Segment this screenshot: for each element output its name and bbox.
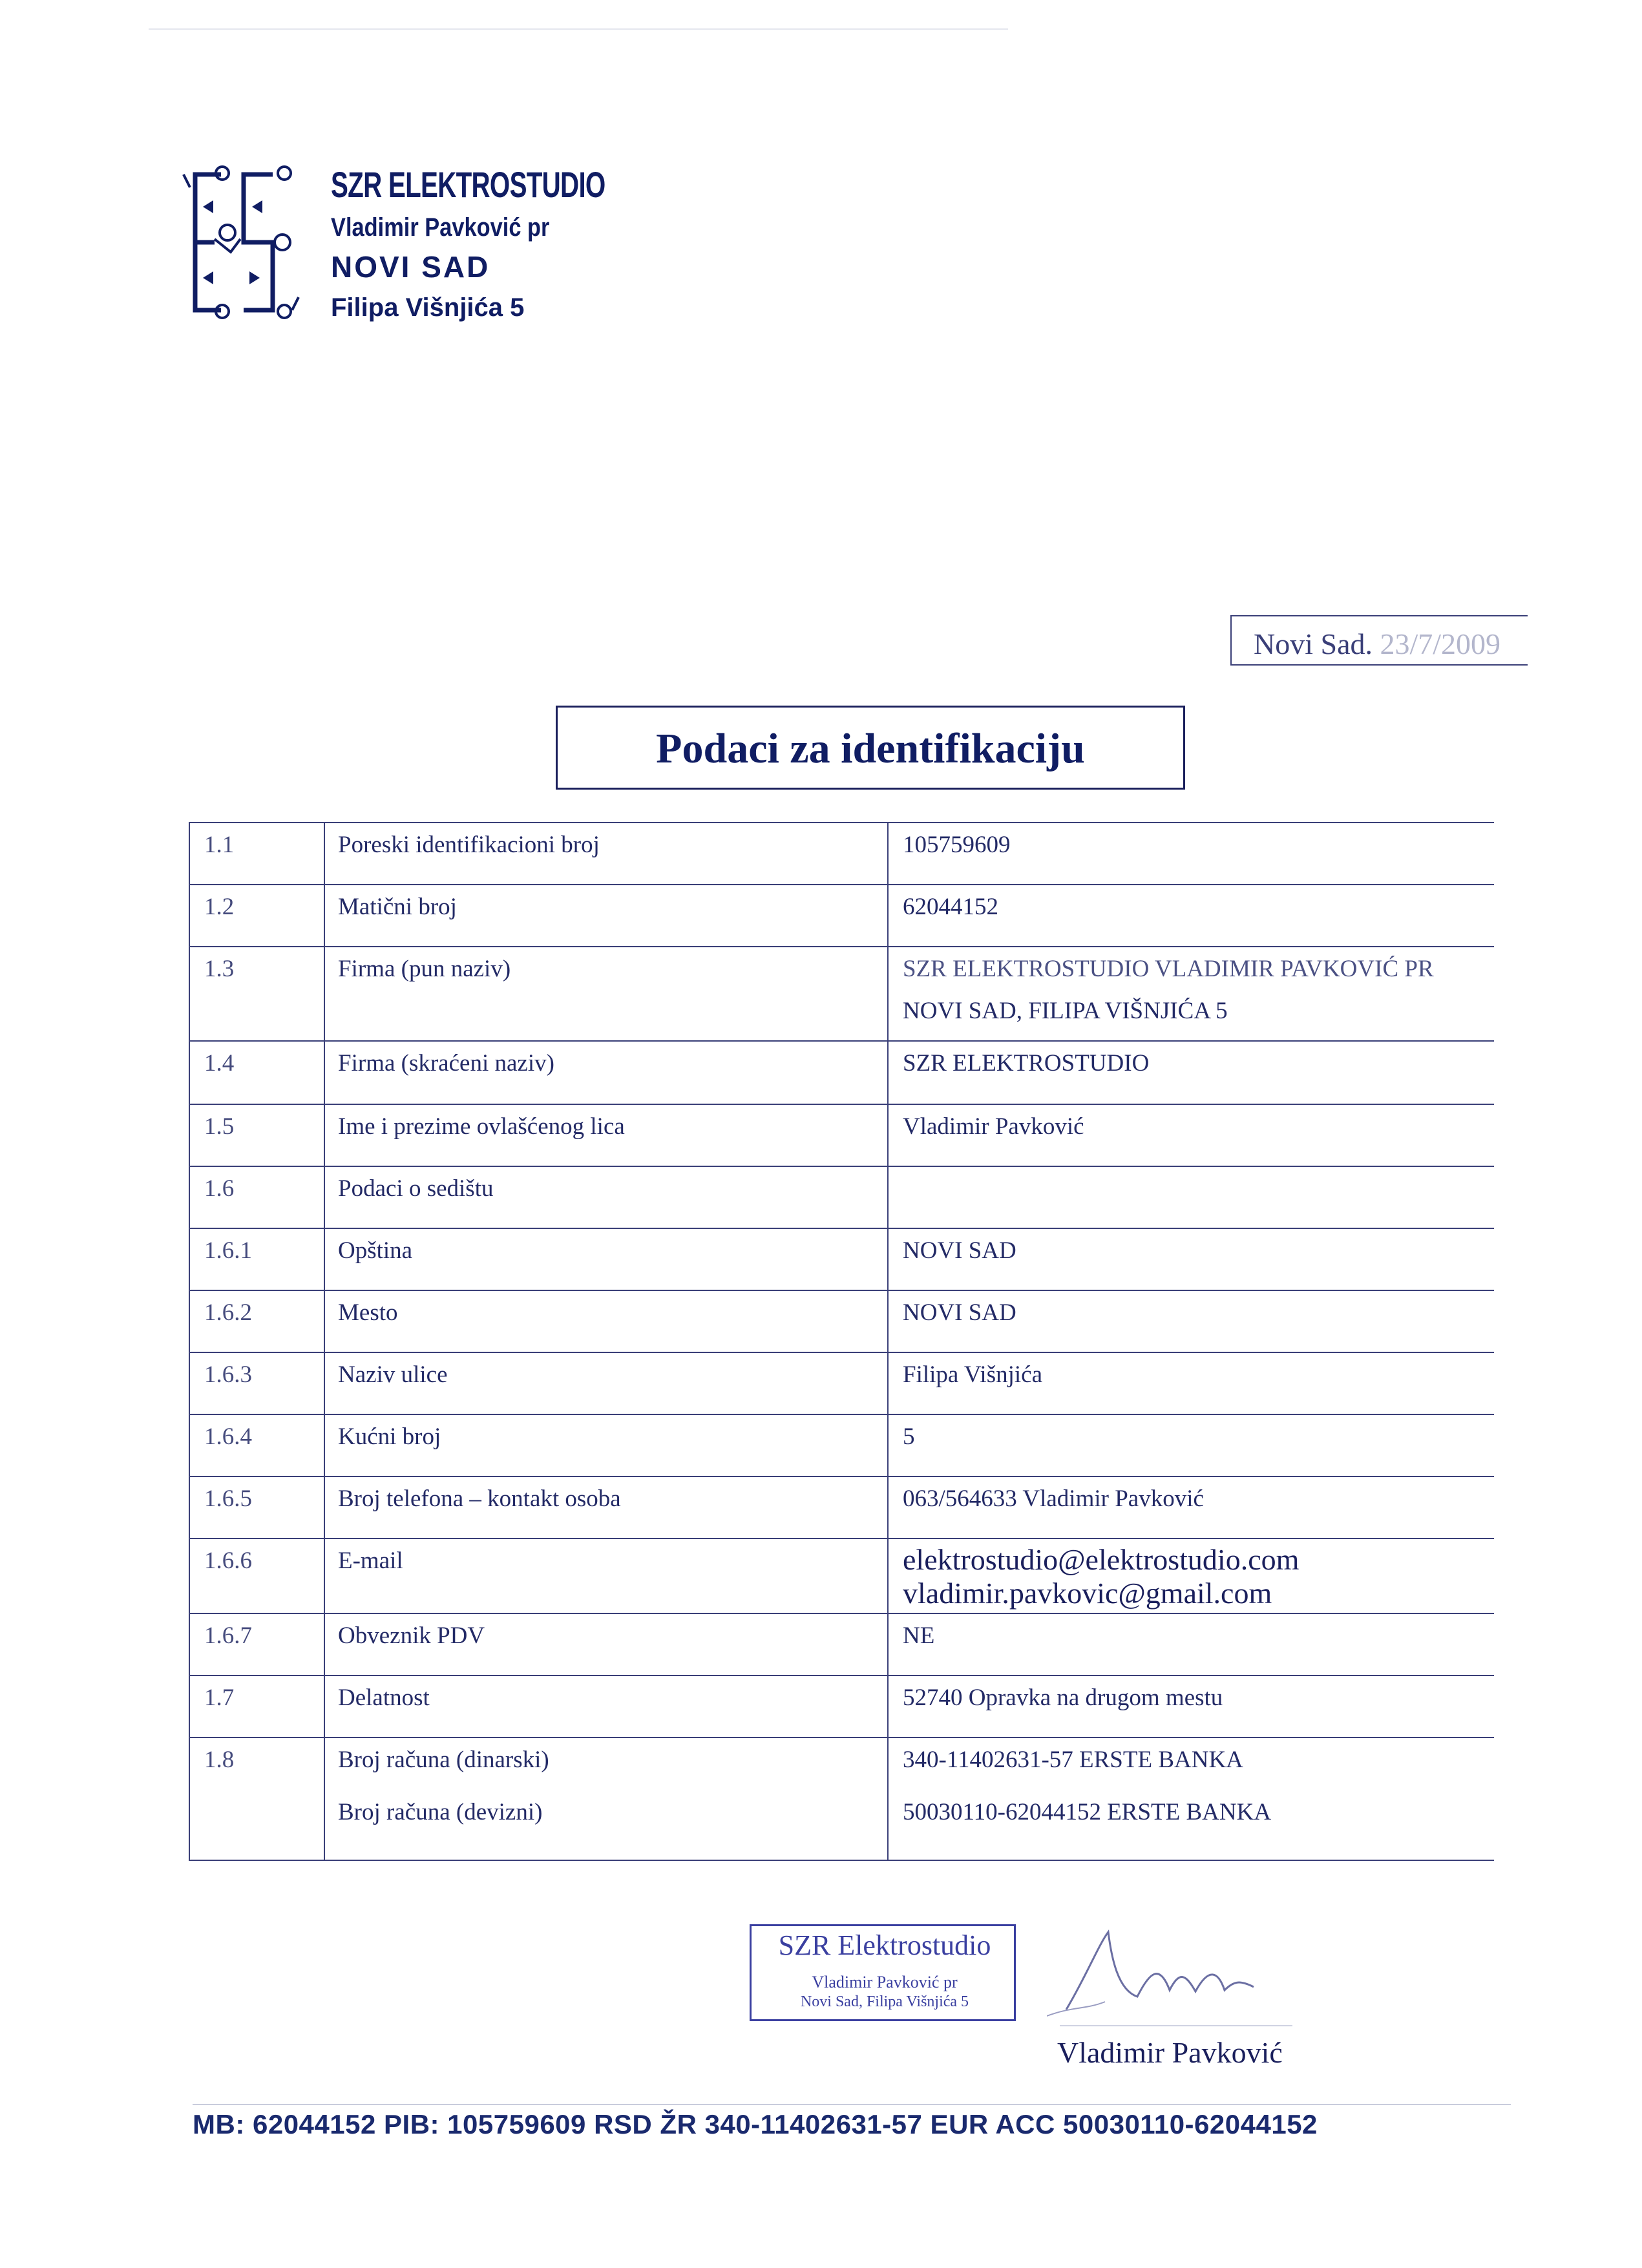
- row-label: Matični broj: [324, 885, 888, 947]
- es-logo-icon: [176, 162, 305, 323]
- date-value: 23/7/2009: [1380, 627, 1501, 660]
- row-label: Ime i prezime ovlašćenog lica: [324, 1104, 888, 1166]
- row-label: Delatnost: [324, 1675, 888, 1738]
- table-row: [189, 1104, 1494, 1166]
- row-value-line2: NOVI SAD, FILIPA VIŠNJIĆA 5: [903, 998, 1228, 1024]
- letterhead-address: Filipa Višnjića 5: [331, 293, 525, 322]
- row-label: Kućni broj: [324, 1414, 888, 1476]
- table-row: [189, 823, 1494, 885]
- row-number: 1.6.1: [189, 1228, 324, 1290]
- table-row: [189, 1476, 1494, 1538]
- table-row: [189, 1352, 1494, 1414]
- row-value: NOVI SAD: [888, 1228, 1494, 1290]
- letterhead-city: NOVI SAD: [331, 250, 490, 284]
- row-number: 1.6.7: [189, 1613, 324, 1675]
- table-row: [189, 1613, 1494, 1675]
- date-box: [1230, 615, 1528, 666]
- table-row: [189, 1675, 1494, 1738]
- row-label-line2: Broj računa (devizni): [338, 1799, 543, 1825]
- row-number: 1.5: [189, 1104, 324, 1166]
- row-label: Firma (pun naziv): [324, 947, 888, 1041]
- row-label: Broj telefona – kontakt osoba: [324, 1476, 888, 1538]
- email-secondary: vladimir.pavkovic@gmail.com: [903, 1577, 1272, 1610]
- table-row: [189, 1166, 1494, 1228]
- row-value: [888, 1166, 1494, 1228]
- row-label: [324, 1738, 888, 1860]
- table-row: [189, 1414, 1494, 1476]
- stamp-address: Novi Sad, Filipa Višnjića 5: [800, 1993, 969, 2010]
- row-value-line2: 50030110-62044152 ERSTE BANKA: [903, 1799, 1272, 1825]
- company-letterhead: [331, 164, 712, 322]
- row-value: 063/564633 Vladimir Pavković: [888, 1476, 1494, 1538]
- row-label: Podaci o sedištu: [324, 1166, 888, 1228]
- table-row: [189, 1538, 1494, 1613]
- row-value: SZR ELEKTROSTUDIO: [888, 1041, 1494, 1104]
- row-label: Firma (skraćeni naziv): [324, 1041, 888, 1104]
- table-row: [189, 1738, 1494, 1860]
- letterhead-owner: Vladimir Pavković pr: [331, 213, 550, 242]
- row-number: 1.3: [189, 947, 324, 1041]
- footer-bank-details: MB: 62044152 PIB: 105759609 RSD ŽR 340-11402631-57 EUR ACC 50030110-62044152: [193, 2109, 1318, 2139]
- company-stamp: [750, 1924, 1016, 2021]
- row-label: Obveznik PDV: [324, 1613, 888, 1675]
- row-value: NOVI SAD: [888, 1290, 1494, 1352]
- table-row: [189, 885, 1494, 947]
- row-value: [888, 947, 1494, 1041]
- row-number: 1.6: [189, 1166, 324, 1228]
- date-prefix: Novi Sad.: [1254, 627, 1380, 660]
- row-value: 5: [888, 1414, 1494, 1476]
- row-number: 1.4: [189, 1041, 324, 1104]
- row-value: 52740 Opravka na drugom mestu: [888, 1675, 1494, 1738]
- row-value: 62044152: [888, 885, 1494, 947]
- stamp-owner: Vladimir Pavković pr: [812, 1973, 958, 1991]
- page-title: Podaci za identifikaciju: [556, 706, 1185, 790]
- row-label: Poreski identifikacioni broj: [324, 823, 888, 885]
- row-value: Filipa Višnjića: [888, 1352, 1494, 1414]
- email-primary: elektrostudio@elektrostudio.com: [903, 1543, 1300, 1576]
- stamp-title: SZR Elektrostudio: [778, 1929, 991, 1961]
- row-value: 105759609: [888, 823, 1494, 885]
- row-number: 1.6.6: [189, 1538, 324, 1613]
- handwritten-signature: [1047, 1919, 1292, 2022]
- row-number: 1.6.4: [189, 1414, 324, 1476]
- table-row: [189, 1228, 1494, 1290]
- signature-line: [1060, 2025, 1292, 2026]
- row-label-line1: Broj računa (dinarski): [338, 1747, 549, 1773]
- row-value: NE: [888, 1613, 1494, 1675]
- row-value: Vladimir Pavković: [888, 1104, 1494, 1166]
- row-number: 1.1: [189, 823, 324, 885]
- row-label: Mesto: [324, 1290, 888, 1352]
- row-label: E-mail: [324, 1538, 888, 1613]
- row-value-line1: SZR ELEKTROSTUDIO VLADIMIR PAVKOVIĆ PR: [903, 956, 1434, 982]
- row-number: 1.6.5: [189, 1476, 324, 1538]
- identification-table: [189, 822, 1494, 1861]
- row-label: Opština: [324, 1228, 888, 1290]
- table-row: [189, 1041, 1494, 1104]
- row-number: 1.6.3: [189, 1352, 324, 1414]
- footer-divider: [193, 2104, 1511, 2105]
- row-value: [888, 1738, 1494, 1860]
- row-number: 1.6.2: [189, 1290, 324, 1352]
- row-label: Naziv ulice: [324, 1352, 888, 1414]
- letterhead-company-name: SZR ELEKTROSTUDIO: [331, 164, 605, 205]
- row-number: 1.2: [189, 885, 324, 947]
- table-row: [189, 947, 1494, 1041]
- scan-edge-line: [149, 28, 1008, 30]
- row-value: [888, 1538, 1494, 1613]
- signatory-name: Vladimir Pavković: [1057, 2036, 1283, 2069]
- table-row: [189, 1290, 1494, 1352]
- row-number: 1.8: [189, 1738, 324, 1860]
- row-number: 1.7: [189, 1675, 324, 1738]
- row-value-line1: 340-11402631-57 ERSTE BANKA: [903, 1747, 1243, 1773]
